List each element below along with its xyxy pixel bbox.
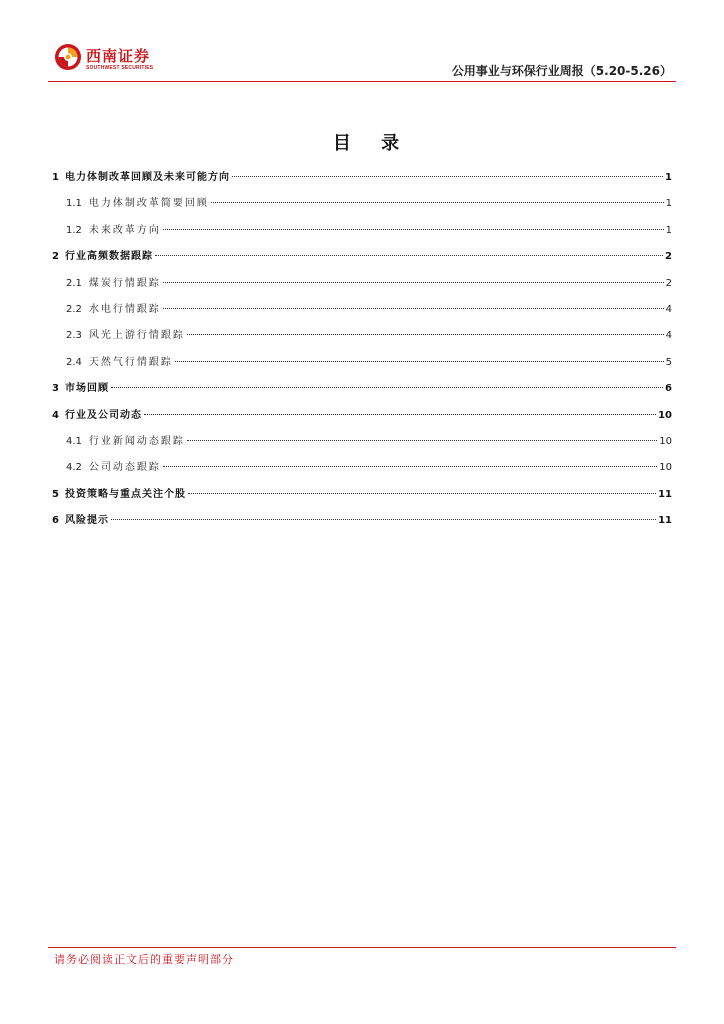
toc-entry-number: 4 <box>52 409 59 421</box>
toc-entry-label: 行业及公司动态 <box>64 409 142 421</box>
toc-leader-dots <box>232 176 663 177</box>
toc-leader-dots <box>144 414 656 415</box>
toc-entry-number: 4.2 <box>66 462 82 474</box>
logo-chinese-name: 西南证券 <box>86 47 151 65</box>
toc-entry[interactable] <box>52 381 672 397</box>
toc-entry-label: 投资策略与重点关注个股 <box>64 488 186 500</box>
toc-entry-label: 行业高频数据跟踪 <box>64 251 153 263</box>
toc-entry-number: 2.2 <box>66 304 82 315</box>
toc-entry-number: 2.3 <box>66 330 82 342</box>
toc-entry-page: 11 <box>658 515 672 527</box>
toc-entry[interactable] <box>66 434 672 450</box>
toc-entry-label: 市场回顾 <box>64 383 109 395</box>
toc-entry[interactable] <box>66 460 672 476</box>
toc-heading: 目 录 <box>332 133 412 154</box>
page-header <box>0 0 724 90</box>
toc-entry-page: 10 <box>658 409 672 421</box>
toc-entry-number: 4.1 <box>66 436 82 447</box>
toc-entry-page: 2 <box>665 251 672 263</box>
toc-entry-label: 天然气行情跟踪 <box>88 356 173 368</box>
toc-entry-page: 11 <box>658 488 672 500</box>
toc-entry-label: 行业新闻动态跟踪 <box>88 436 185 447</box>
toc-entry-number: 2 <box>52 251 59 263</box>
company-logo <box>54 43 154 75</box>
toc-entry-number: 1.1 <box>66 198 82 210</box>
toc-entry-page: 4 <box>665 330 672 342</box>
toc-entry-number: 2.4 <box>66 356 82 368</box>
toc-leader-dots <box>175 361 664 362</box>
toc-leader-dots <box>188 493 656 494</box>
toc-leader-dots <box>163 308 664 309</box>
toc-entry-number: 3 <box>52 383 59 395</box>
toc-leader-dots <box>187 440 657 441</box>
toc-leader-dots <box>111 387 663 388</box>
toc-entry[interactable] <box>52 487 672 503</box>
footer-disclaimer: 请务必阅读正文后的重要声明部分 <box>54 953 234 966</box>
toc-leader-dots <box>163 229 664 230</box>
toc-entry-label: 风险提示 <box>64 515 109 527</box>
toc-leader-dots <box>163 466 657 467</box>
toc-entry-number: 6 <box>52 515 59 527</box>
toc-entry-page: 10 <box>659 462 672 474</box>
toc-entry[interactable] <box>66 276 672 292</box>
toc-entry-number: 5 <box>52 488 59 500</box>
toc-entry-label: 水电行情跟踪 <box>88 304 161 315</box>
toc-entry-label: 煤炭行情跟踪 <box>88 277 161 289</box>
toc-leader-dots <box>211 202 664 203</box>
toc-entry-page: 1 <box>665 172 672 183</box>
toc-entry-page: 10 <box>659 436 672 447</box>
toc-entry-number: 2.1 <box>66 277 82 289</box>
toc-entry[interactable] <box>52 170 672 186</box>
logo-mark-icon <box>54 43 82 71</box>
toc-entry[interactable] <box>66 196 672 212</box>
toc-entry[interactable] <box>52 513 672 529</box>
toc-entry-number: 1.2 <box>66 224 82 236</box>
toc-leader-dots <box>155 255 663 256</box>
toc-entry[interactable] <box>66 355 672 371</box>
toc-leader-dots <box>111 519 656 520</box>
toc-entry[interactable] <box>52 249 672 265</box>
toc-entry-label: 未来改革方向 <box>88 224 161 236</box>
toc-entry[interactable] <box>66 223 672 239</box>
report-title: 公用事业与环保行业周报（5.20-5.26） <box>451 64 672 78</box>
toc-entry-label: 公司动态跟踪 <box>88 462 161 474</box>
toc-entry[interactable] <box>66 328 672 344</box>
toc-entry[interactable] <box>52 408 672 424</box>
toc-entry-label: 电力体制改革回顾及未来可能方向 <box>64 172 230 183</box>
toc-leader-dots <box>187 334 664 335</box>
header-divider <box>48 81 676 82</box>
toc-entry-page: 1 <box>665 198 672 210</box>
toc-entry[interactable] <box>66 302 672 318</box>
toc-entry-page: 5 <box>665 356 672 368</box>
footer-divider <box>48 947 676 948</box>
toc-entry-page: 6 <box>665 383 672 395</box>
toc-entry-page: 1 <box>665 224 672 236</box>
toc-entry-page: 4 <box>665 304 672 315</box>
toc-entry-label: 电力体制改革简要回顾 <box>88 198 209 210</box>
toc-entry-page: 2 <box>665 277 672 289</box>
toc-entry-label: 风光上游行情跟踪 <box>88 330 185 342</box>
toc-leader-dots <box>163 282 664 283</box>
toc-entry-number: 1 <box>52 172 59 183</box>
logo-english-name: SOUTHWEST SECURITIES <box>86 65 154 71</box>
